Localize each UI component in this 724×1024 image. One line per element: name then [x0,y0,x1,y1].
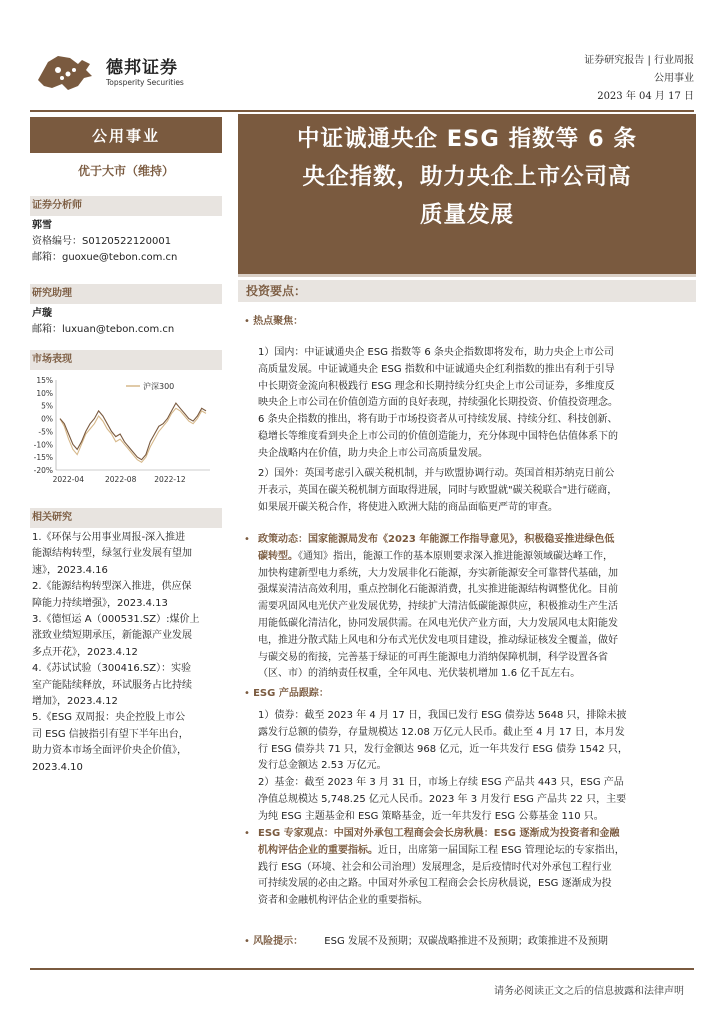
policy-line: 需要巩固风电光伏产业发展优势，持续扩大清洁低碳能源供应，积极推动生产生活 [258,601,618,613]
report-meta [584,52,694,106]
report-type: 证券研究报告 | 行业周报 [584,55,694,66]
market-section-header: 市场表现 [30,350,222,370]
esg-tracking-body [258,708,694,826]
expert-section [258,826,694,910]
y-tick-label: -20% [33,466,53,475]
analyst-email[interactable]: 邮箱：guoxue@tebon.com.cn [32,252,178,263]
x-tick-label: 2022-12 [154,475,186,484]
analyst-info [32,218,224,266]
esg-line: 1）债券：截至 2023 年 4 月 17 日，我国已发行 ESG 债券达 5648 只，排除未披 [258,710,627,721]
report-date: 2023 年 04 月 17 日 [597,91,694,102]
domestic-line: 映央企上市公司在价值创造方面的良好表现，持续强化长期投资、价值投资理念。 [258,397,618,409]
hot-focus-heading [244,314,303,331]
risk-text: ESG 发展不及预期；双碳战略推进不及预期；政策推进不及预期 [324,936,608,947]
y-tick-label: -5% [38,427,53,437]
policy-label-cont: 碳转型。 [258,550,298,562]
x-tick-label: 2022-08 [105,475,137,484]
bottom-divider [30,968,694,970]
overseas-line: 如果展开碳关税合作，将使进入欧洲大陆的商品面临更严苛的审查。 [258,501,558,513]
x-tick-label: 2022-04 [52,475,84,484]
related-research-line: 4.《苏试试验（300416.SZ）：实验 [32,663,192,675]
domestic-line: 高质量发展。中证诚通央企 ESG 指数和中证诚通央企红利指数的推出有利于引导 [258,363,615,375]
esg-line: 行 ESG 债券共 71 只，发行金额达 968 亿元，近一年共发行 ESG 债券 1542 只， [258,743,628,755]
related-research-line: 室产能陆续释放，环试服务占比持续 [32,679,192,691]
domestic-line: 1）国内：中证诚通央企 ESG 指数等 6 条央企指数即将发布，助力央企上市公司 [258,347,614,358]
related-research-line: 助力资本市场全面评价央企价值》， [32,745,187,757]
leopard-logo-icon [34,50,98,96]
related-research-line: 涨致业绩短期承压，新能源产业发展 [32,630,192,642]
related-research-list [32,530,224,776]
related-research-line: 能源结构转型，绿氢行业发展有望加 [32,548,192,560]
related-research-line: 2023.4.10 [32,761,83,773]
expert-bullet [244,826,250,843]
y-tick-label: 5% [41,401,53,411]
related-research-line: 障能力持续增强》，2023.4.13 [32,597,168,609]
y-tick-label: -15% [33,453,53,463]
policy-bullet [244,532,250,549]
company-logo [34,50,214,96]
rating: 优于大市（维持） [77,164,174,178]
esg-tracking-label: ESG 产品跟踪： [253,688,329,699]
y-tick-label: 0% [41,414,53,424]
related-research-line: 速》，2023.4.16 [32,564,108,576]
industry-banner: 公用事业 [30,117,222,153]
domestic-line: 中长期资金流向积极践行 ESG 理念和长期持续分红央企上市公司证券，多维度反 [258,380,615,392]
policy-section [258,532,694,683]
domestic-line: 6 条央企指数的推出，将有助于市场投资者从可持续发展、持续分红、科技创新、 [258,414,618,426]
hot-focus-label: 热点聚焦： [253,316,304,327]
bullet-icon: • [244,936,250,947]
y-tick-label: 10% [36,388,53,398]
overseas-line: 开表示，英国在碳关税机制方面取得进展，同时与欧盟就"碳关税联合"进行磋商， [258,484,618,496]
title-line: 质量发展 [419,202,514,228]
assistant-section-header: 研究助理 [30,284,222,304]
esg-line: 净值总规模达 5,748.25 亿元人民币。2023 年 3 月发行 ESG 产品共 22 只，主要 [258,793,627,805]
policy-line: 加快构建新型电力系统，大力发展非化石能源，夯实新能源安全可靠替代基础，加 [258,567,618,579]
related-research-line: 增加》，2023.4.12 [32,696,118,708]
esg-line: 发行总金额达 2.53 万亿元。 [258,760,387,772]
domestic-line: 稳增长等维度看到央企上市公司的价值创造能力，充分体现中国特色估值体系下的 [258,430,618,442]
expert-label: ESG 专家观点：中国对外承包工程商会会长房秋晨：ESG 逐渐成为投资者和金融 [258,828,620,839]
report-industry: 公用事业 [654,73,694,84]
esg-line: 2）基金：截至 2023 年 3 月 31 日，市场上存续 ESG 产品共 443 只，ESG 产品 [258,777,624,789]
policy-line: 强煤炭清洁高效利用，重点控制化石能源消费，扎实推进能源结构调整优化。目前 [258,584,618,596]
y-tick-label: -10% [33,440,53,450]
expert-first-line: 近日，出席第一届国际工程 ESG 管理论坛的专家指出， [378,844,625,856]
analyst-name: 郭雪 [32,220,52,231]
overseas-paragraph [258,466,694,516]
related-research-line: 多点开花》，2023.4.12 [32,646,138,658]
expert-label-cont: 机构评估企业的重要指标。 [258,844,378,856]
policy-first-line: 《通知》指出，能源工作的基本原则要求深入推进能源领域碳达峰工作， [298,550,613,562]
investment-highlights-header: 投资要点： [238,280,696,302]
series-line [60,408,206,462]
overseas-line: 2）国外：英国考虑引入碳关税机制，并与欧盟协调行动。英国首相苏纳克日前公 [258,468,615,479]
esg-tracking-heading [244,686,329,703]
related-research-line: 司 ESG 信披指引有望下半年出台， [32,728,189,740]
policy-line: 用能低碳化清洁化，协同发展供需。在风电光伏产业方面，大力发展风电太阳能发 [258,617,618,629]
domestic-line: 央企战略内在价值，助力央企上市公司高质量发展。 [258,447,488,459]
expert-line: 可持续发展的必由之路。中国对外承包工程商会会长房秋晨说，ESG 逐渐成为投 [258,878,612,890]
policy-body [258,566,694,684]
analyst-section-header: 证券分析师 [30,196,222,216]
esg-line: 为纯 ESG 主题基金和 ESG 策略基金，近一年共发行 ESG 公募基金 110 只。 [258,810,604,822]
report-title [238,114,696,274]
title-line: 中证诚通央企 ESG 指数等 6 条 [296,126,638,152]
disclaimer-footer: 请务必阅读正文之后的信息披露和法律声明 [494,986,684,997]
esg-line: 露发行总额的债券，存量规模达 12.08 万亿元人民币。截止至 4 月 17 日，本月发 [258,726,625,738]
policy-line: 与碳交易的衔接，完善基于绿证的可再生能源电力消纳保障机制，科学设置各省 [258,651,608,663]
bullet-icon: • [244,316,250,327]
assistant-email[interactable]: 邮箱：luxuan@tebon.com.cn [32,324,175,335]
market-performance-chart [30,372,220,490]
expert-body [258,860,694,910]
related-section-header: 相关研究 [30,508,222,528]
series-line [60,403,206,460]
y-tick-label: 15% [36,376,53,385]
policy-label: 政策动态：国家能源局发布《2023 年能源工作指导意见》，积极稳妥推进绿色低 [258,534,615,545]
bullet-icon: • [244,688,250,699]
related-research-line: 5.《ESG 双周报：央企控股上市公 [32,712,186,724]
title-line: 央企指数，助力央企上市公司高 [302,164,632,190]
assistant-name: 卢璇 [32,308,52,319]
legend-label: 沪深300 [143,382,175,391]
chart-svg [30,372,220,490]
title-underline [238,274,696,277]
assistant-info [32,306,224,338]
related-research-line: 3.《德恒运 A（000531.SZ）:煤价上 [32,614,200,626]
related-research-line: 1.《环保与公用事业周报-深入推进 [32,532,186,543]
expert-line: 资者和金融机构评估企业的重要指标。 [258,895,428,907]
related-research-line: 2.《能源结构转型深入推进，供应保 [32,581,192,593]
risk-label: 风险提示： [253,936,304,947]
domestic-paragraph [258,345,694,463]
analyst-cert: 资格编号：S0120522120001 [32,236,172,247]
policy-line: （区、市）的消纳责任权重，全年风电、光伏装机增加 1.6 亿千瓦左右。 [258,668,581,680]
bullet-icon: • [244,828,250,839]
logo-english-name: Topsperity Securities [106,78,184,87]
risk-section [244,934,608,951]
top-divider [30,110,694,112]
bullet-icon: • [244,534,250,545]
expert-line: 践行 ESG（环境、社会和公司治理）发展理念，是后疫情时代对外承包工程行业 [258,861,612,873]
logo-chinese-name: 德邦证券 [106,58,178,78]
policy-line: 电，推进分散式陆上风电和分布式光伏发电项目建设，推动绿证核发全覆盖，做好 [258,634,618,646]
